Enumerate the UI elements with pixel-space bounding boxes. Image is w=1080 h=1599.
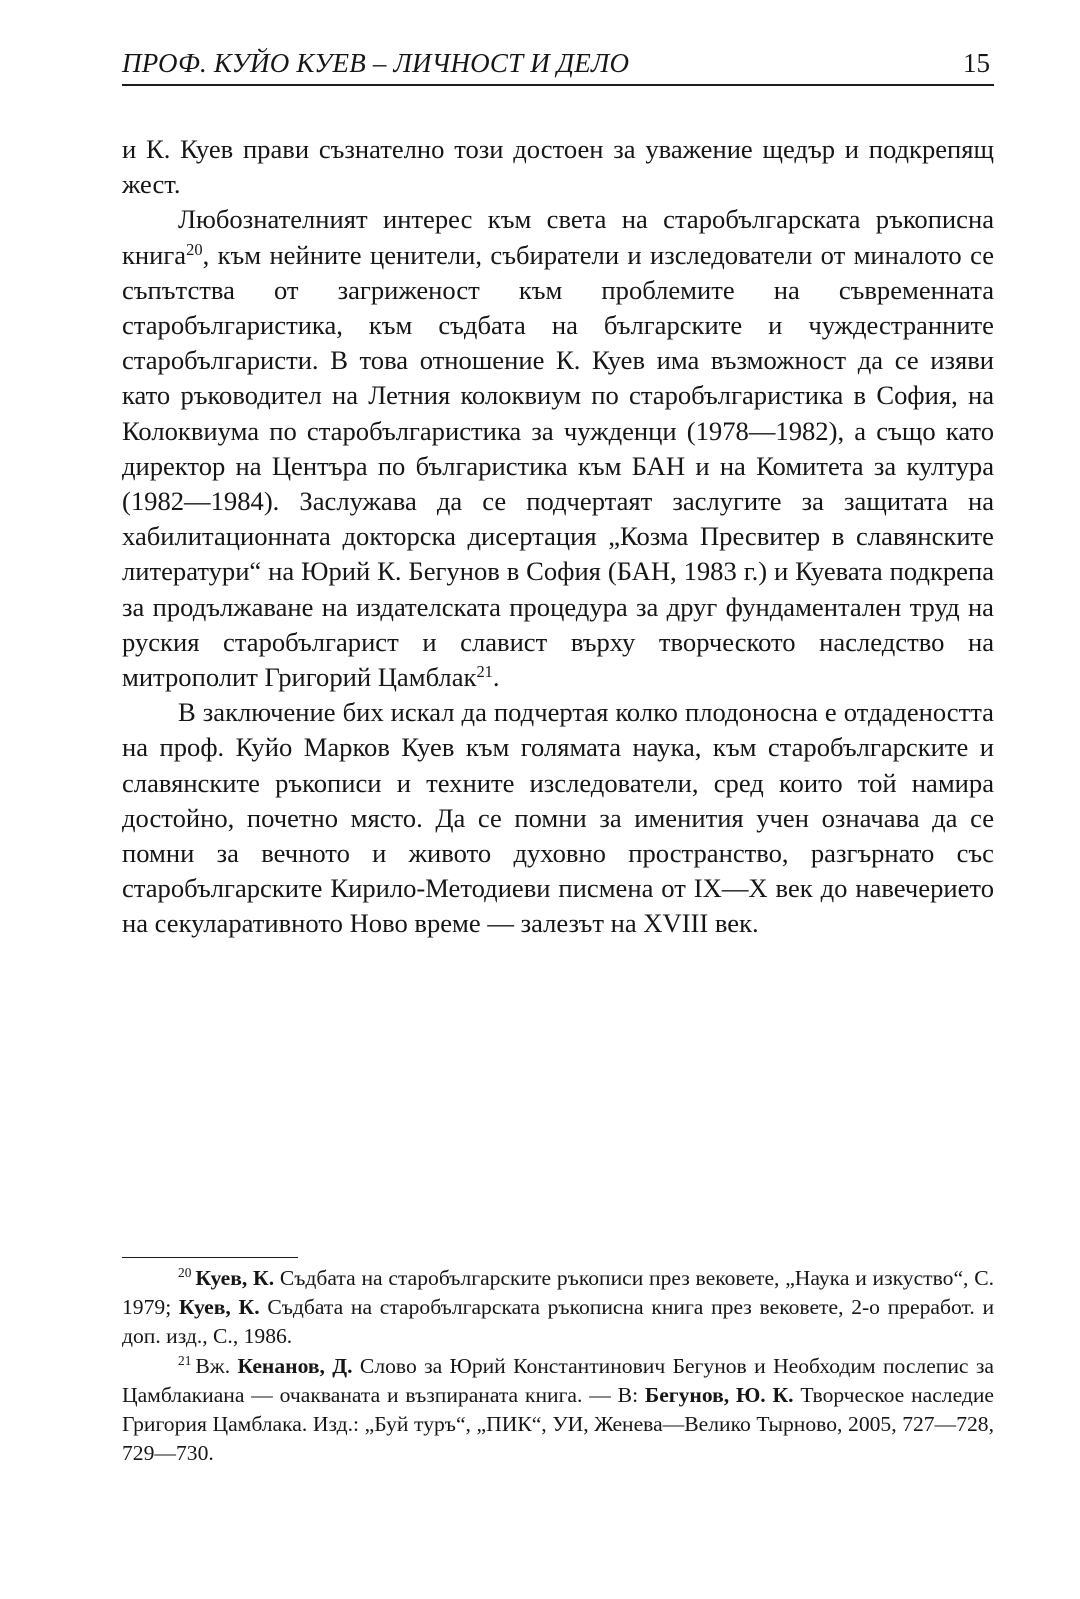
footnote-21-text-2: Творческое наследие Григория Цамблака. Изд.: „Буй туръ“, „ПИК“, УИ, Женева—Велико Тырново, 2005, 727—728, 729—730. — [122, 1382, 994, 1466]
paragraph-2 — [122, 202, 994, 695]
footnote-21-text-0: Вж. — [195, 1353, 238, 1378]
footnote-21-text-1: Слово за Юрий Константинович Бегунов и Необходим послепис за Цамблакиана — очакваната и възпираната книга. — В: — [122, 1353, 994, 1407]
footnote-21-author-1: Кенанов, Д. — [237, 1353, 353, 1378]
footnote-21 — [122, 1352, 994, 1469]
footnotes — [122, 1264, 994, 1468]
footnote-divider — [122, 1257, 298, 1258]
footnote-20-number: 20 — [178, 1264, 192, 1280]
paragraph-2-text-a: Любознателният интерес към света на старобългарската ръкописна книга — [122, 204, 994, 270]
paragraph-2-text-b: , към нейните ценители, събиратели и изследователи от миналото се съпътства от загриженост към проблемите на съвременната старобългаристика, към съдбата на българските и чуждестранните старобългаристи. В това отношение К. Куев има възможност да се изяви като ръководител на Летния колоквиум по старобългаристика в София, на Колоквиума по старобългаристика за чужденци (1978—1982), а също като директор на Центъра по българистика към БАН и на Комитета за култура (1982—1984). Заслужава да се подчертаят заслугите за защитата на хабилитационната докторска дисертация „Козма Пресвитер в славянските литератури“ на Юрий К. Бегунов в София (БАН, 1983 г.) и Куевата подкрепа за продължаване на издателската процедура за друг фундаментален труд на руския старобългарист и славист върху творческото наследство на митрополит Григорий Цамблак — [122, 239, 994, 693]
paragraph-3-text: В заключение бих искал да подчертая колко плодоносна е отдадеността на проф. Куйо Марков Куев към голямата наука, към старобългарските и славянските ръкописи и техните изследователи, сред които той намира достойно, почетно място. Да се помни за именития учен означава да се помни за вечното и живото духовно пространство, разгърнато със старобългарските Кирило-Методиеви писмена от IX—X век до навечерието на секуларативното Ново време — залезът на XVIII век. — [122, 697, 994, 939]
running-title: ПРОФ. КУЙО КУЕВ – ЛИЧНОСТ И ДЕЛО — [122, 48, 630, 78]
paragraph-1-text: и К. Куев прави съзнателно този достоен за уважение щедър и подкрепящ жест. — [122, 134, 994, 200]
body-text — [122, 132, 994, 942]
footnote-20-author-2: Куев, К. — [178, 1295, 260, 1320]
footnote-21-number: 21 — [178, 1352, 192, 1368]
footnote-20-text-1: Съдбата на старобългарските ръкописи през вековете, „Наука и изкуство“, С. 1979; — [122, 1266, 994, 1320]
footnote-20-author-1: Куев, К. — [195, 1266, 275, 1290]
footnote-20-text-2: Съдбата на старобългарската ръкописна книга през вековете, 2-о преработ. и доп. изд., С., 1986. — [122, 1295, 995, 1349]
running-header — [122, 44, 994, 86]
footnote-20 — [122, 1264, 994, 1352]
paragraph-3 — [122, 695, 994, 941]
footnote-ref-20[interactable]: 20 — [186, 239, 203, 259]
paragraph-2-end: . — [492, 662, 500, 693]
footnote-21-author-2: Бегунов, Ю. К. — [644, 1382, 794, 1407]
page-number: 15 — [963, 48, 990, 78]
paragraph-1 — [122, 132, 994, 202]
footnote-ref-21[interactable]: 21 — [476, 661, 493, 681]
